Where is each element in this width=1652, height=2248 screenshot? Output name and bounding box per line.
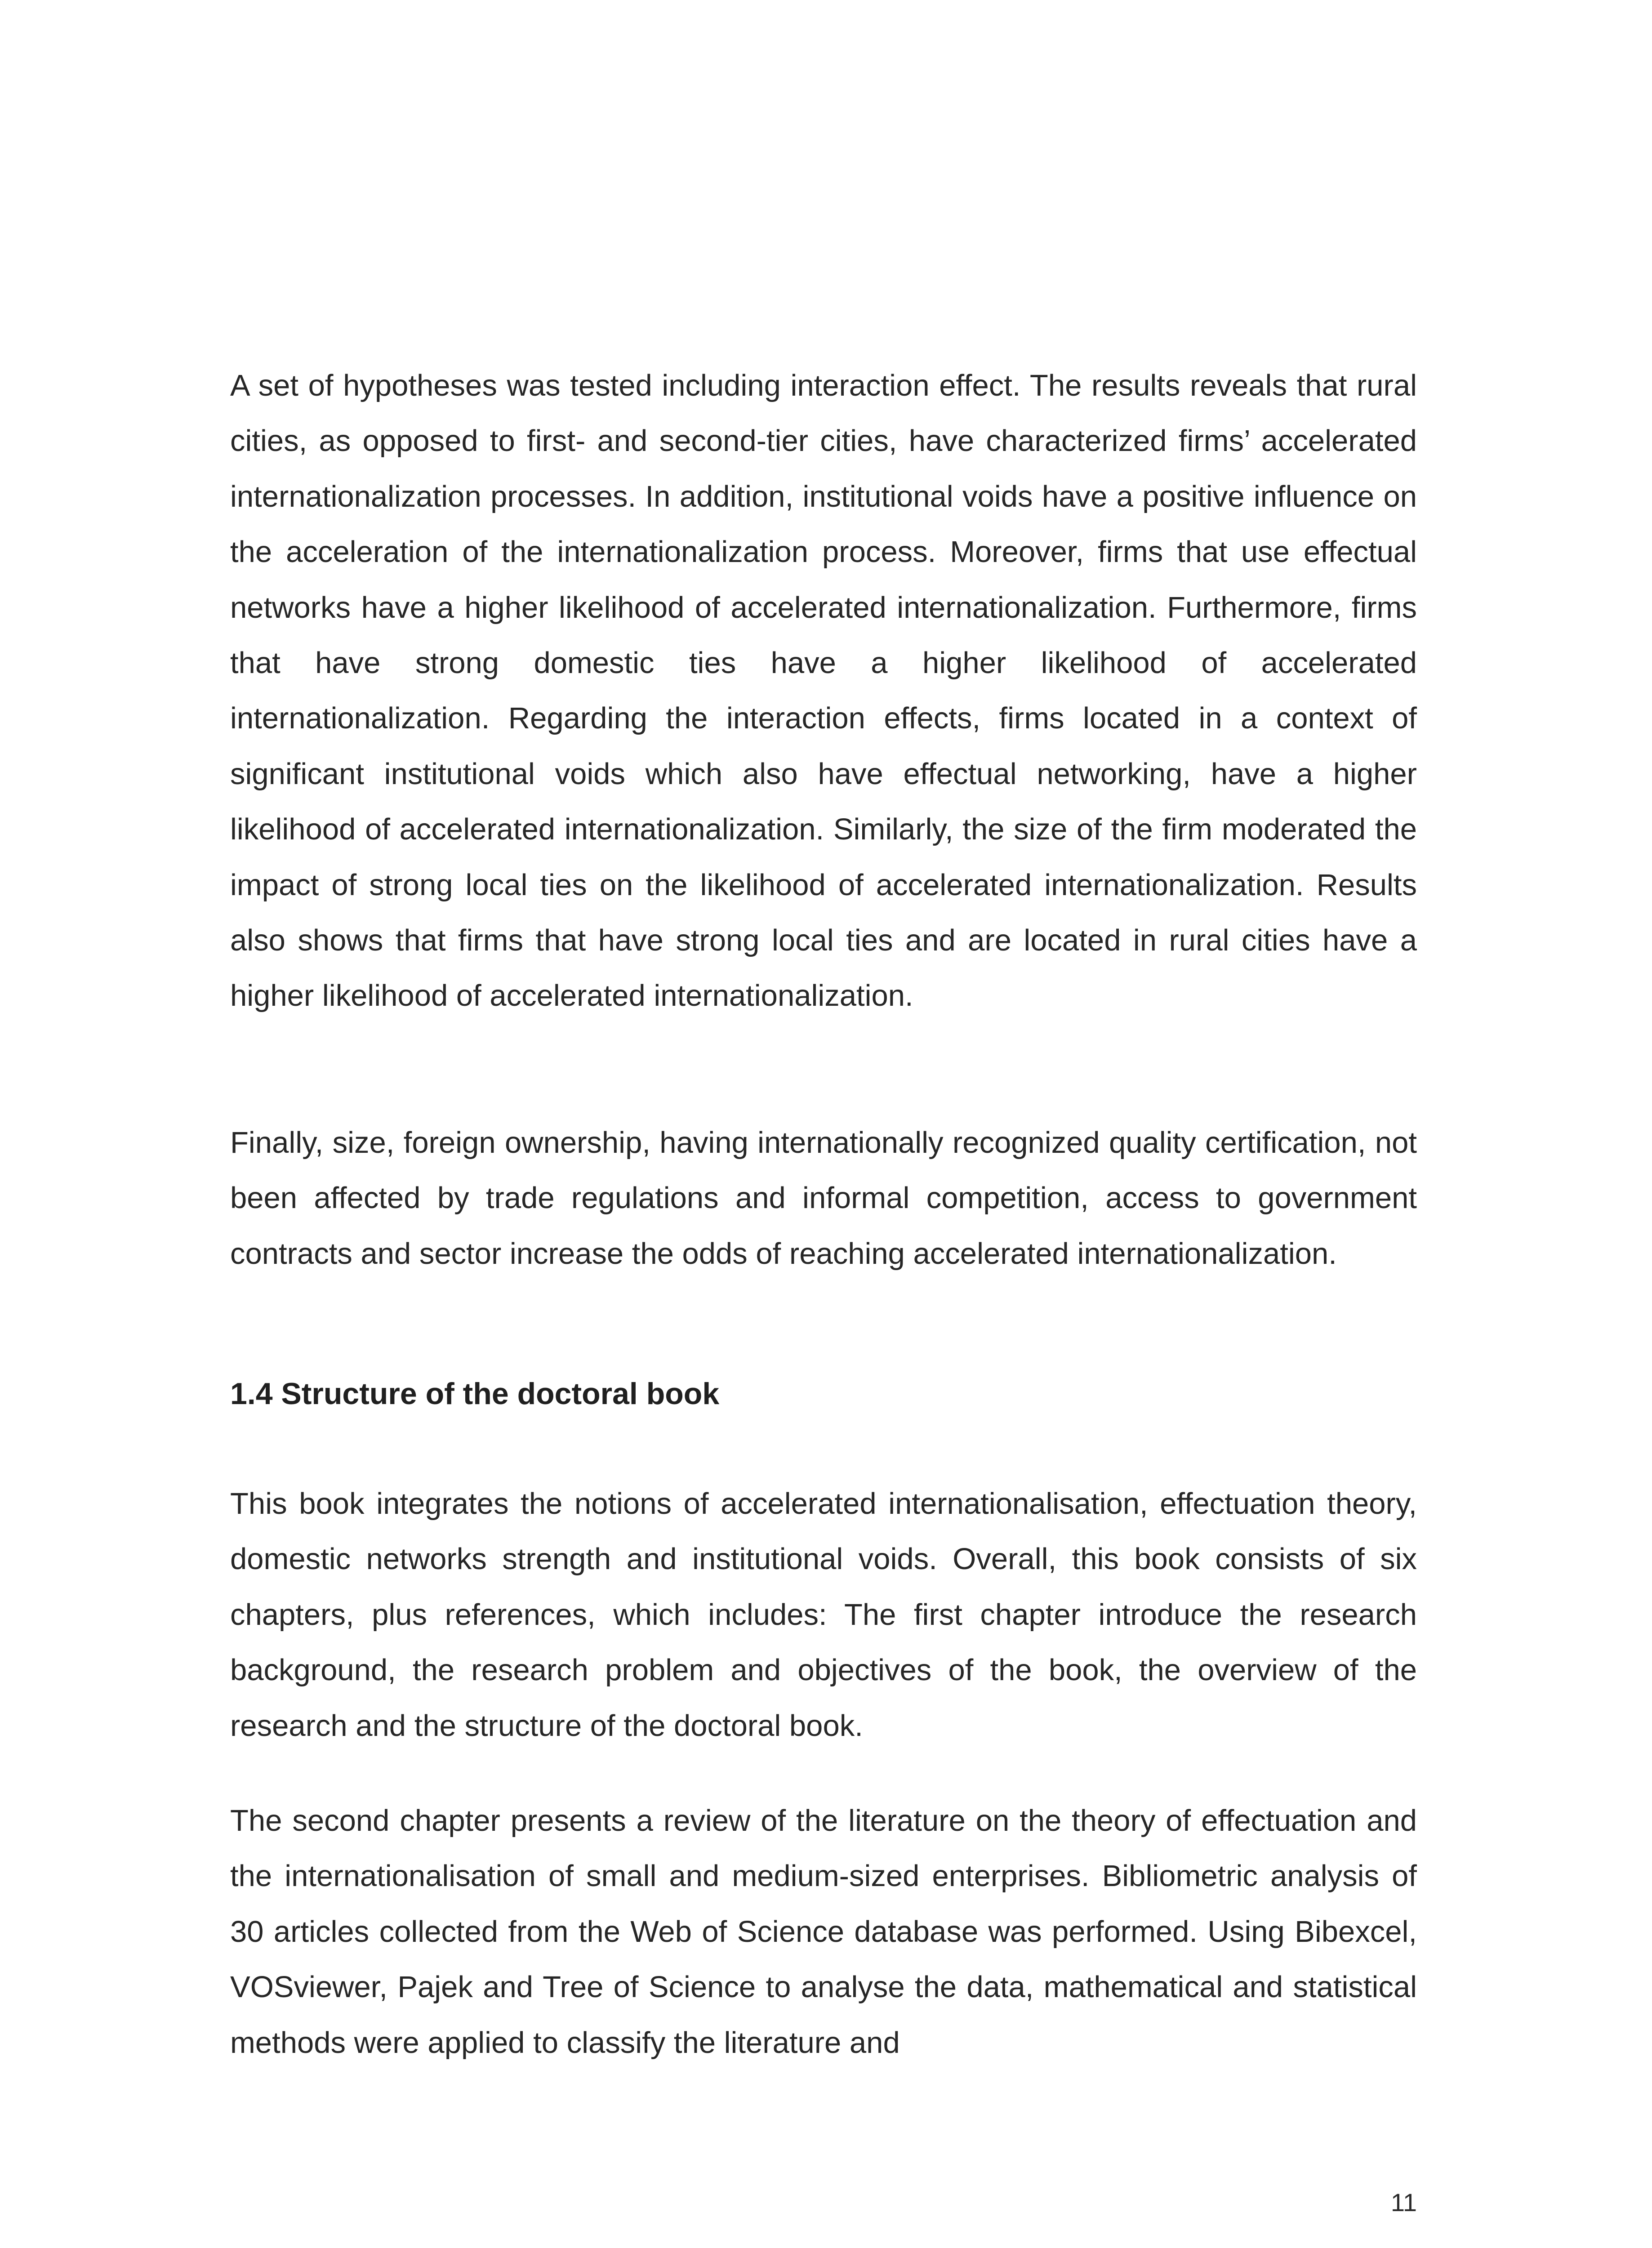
body-paragraph-results: A set of hypotheses was tested including interaction effect. The results reveals that rural cities, as opposed to first- and second-tier cities, have characterized firms’ accelerated internationalization processes. In addition, institutional voids have a positive influence on the acceleration of the internationalization process. Moreover, firms that use effectual networks have a higher likelihood of accelerated internationalization. Furthermore, firms that have strong domestic ties have a higher likelihood of accelerated internationalization. Regarding the interaction effects, firms located in a context of significant institutional voids which also have effectual networking, have a higher likelihood of accelerated internationalization. Similarly, the size of the firm moderated the impact of strong local ties on the likelihood of accelerated internationalization. Results also shows that firms that have strong local ties and are located in rural cities have a higher likelihood of accelerated internationalization. [230, 369, 1417, 1013]
page-number: 11 [1390, 2188, 1417, 2217]
body-paragraph-second-chapter: The second chapter presents a review of the literature on the theory of effectuation and the internationalisation of small and medium-sized enterprises. Bibliometric analysis of 30 articles collected from the Web of Science database was performed. Using Bibexcel, VOSviewer, Pajek and Tree of Science to analyse the data, mathematical and statistical methods were applied to classify the literature and [230, 1804, 1417, 2060]
section-heading: 1.4 Structure of the doctoral book [230, 1377, 720, 1411]
body-paragraph-book-overview: This book integrates the notions of accelerated internationalisation, effectuation theory, domestic networks strength and institutional voids. Overall, this book consists of six chapters, plus references, which includes: The first chapter introduce the research background, the research problem and objectives of the book, the overview of the research and the structure of the doctoral book. [230, 1487, 1417, 1743]
body-paragraph-finally: Finally, size, foreign ownership, having internationally recognized quality certification, not been affected by trade regulations and informal competition, access to government contracts and sector increase the odds of reaching accelerated internationalization. [230, 1126, 1417, 1271]
